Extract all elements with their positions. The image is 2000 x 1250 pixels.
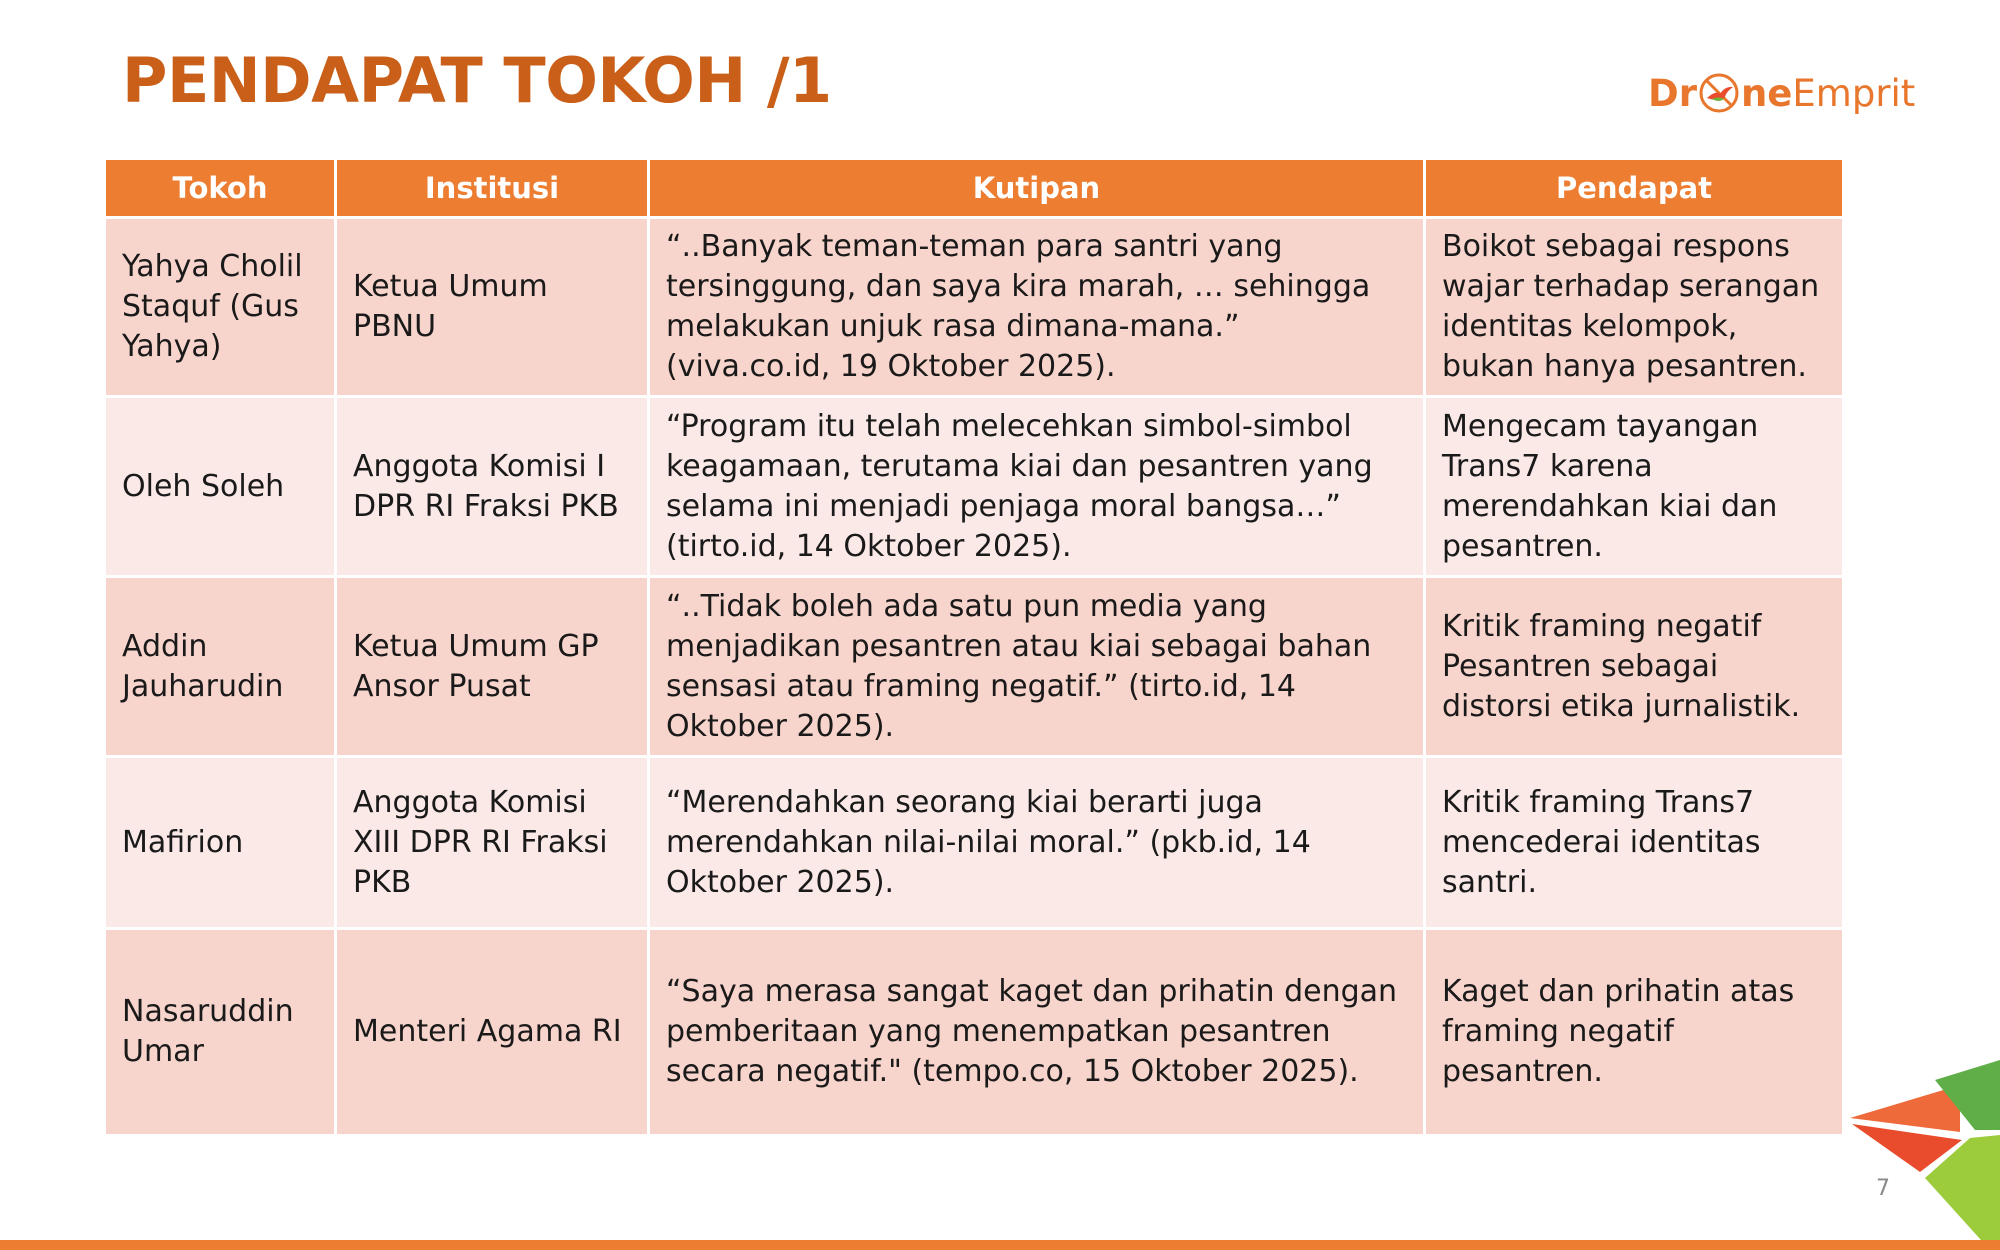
cell-kutipan: “..Banyak teman-teman para santri yang tersinggung, dan saya kira marah, … sehingga melakukan unjuk rasa dimana-mana.” (viva.co.id, 19 Oktober 2025). bbox=[649, 218, 1425, 397]
orange-petal-shape bbox=[1850, 1085, 1960, 1132]
cell-pendapat: Boikot sebagai respons wajar terhadap serangan identitas kelompok, bukan hanya pesantren. bbox=[1425, 218, 1844, 397]
logo-text-part1: Dr bbox=[1648, 71, 1697, 115]
cell-kutipan: “..Tidak boleh ada satu pun media yang menjadikan pesantren atau kiai sebagai bahan sensasi atau framing negatif.” (tirto.id, 14 Oktober 2025). bbox=[649, 577, 1425, 757]
column-header-tokoh: Tokoh bbox=[105, 159, 336, 218]
cell-institusi: Anggota Komisi I DPR RI Fraksi PKB bbox=[336, 397, 649, 577]
cell-tokoh: Oleh Soleh bbox=[105, 397, 336, 577]
cell-kutipan: “Merendahkan seorang kiai berarti juga merendahkan nilai-nilai moral.” (pkb.id, 14 Oktober 2025). bbox=[649, 757, 1425, 929]
slide-title: PENDAPAT TOKOH /1 bbox=[122, 44, 832, 117]
cell-tokoh: Addin Jauharudin bbox=[105, 577, 336, 757]
cell-institusi: Menteri Agama RI bbox=[336, 929, 649, 1136]
column-header-pendapat: Pendapat bbox=[1425, 159, 1844, 218]
cell-pendapat: Kaget dan prihatin atas framing negatif pesantren. bbox=[1425, 929, 1844, 1136]
cell-pendapat: Mengecam tayangan Trans7 karena merendahkan kiai dan pesantren. bbox=[1425, 397, 1844, 577]
cell-pendapat: Kritik framing Trans7 mencederai identitas santri. bbox=[1425, 757, 1844, 929]
cell-kutipan: “Saya merasa sangat kaget dan prihatin dengan pemberitaan yang menempatkan pesantren secara negatif." (tempo.co, 15 Oktober 2025). bbox=[649, 929, 1425, 1136]
page-number: 7 bbox=[1876, 1176, 1890, 1201]
cell-tokoh: Mafirion bbox=[105, 757, 336, 929]
cell-tokoh: Nasaruddin Umar bbox=[105, 929, 336, 1136]
cell-institusi: Anggota Komisi XIII DPR RI Fraksi PKB bbox=[336, 757, 649, 929]
cell-pendapat: Kritik framing negatif Pesantren sebagai distorsi etika jurnalistik. bbox=[1425, 577, 1844, 757]
logo-text-part3: Emprit bbox=[1792, 71, 1916, 115]
cell-kutipan: “Program itu telah melecehkan simbol-simbol keagamaan, terutama kiai dan pesantren yang selama ini menjadi penjaga moral bangsa…” (tirto.id, 14 Oktober 2025). bbox=[649, 397, 1425, 577]
column-header-kutipan: Kutipan bbox=[649, 159, 1425, 218]
column-header-institusi: Institusi bbox=[336, 159, 649, 218]
cell-tokoh: Yahya Cholil Staquf (Gus Yahya) bbox=[105, 218, 336, 397]
cell-institusi: Ketua Umum GP Ansor Pusat bbox=[336, 577, 649, 757]
bottom-accent-bar bbox=[0, 1240, 2000, 1250]
logo-text-part2: ne bbox=[1740, 71, 1793, 115]
cell-institusi: Ketua Umum PBNU bbox=[336, 218, 649, 397]
